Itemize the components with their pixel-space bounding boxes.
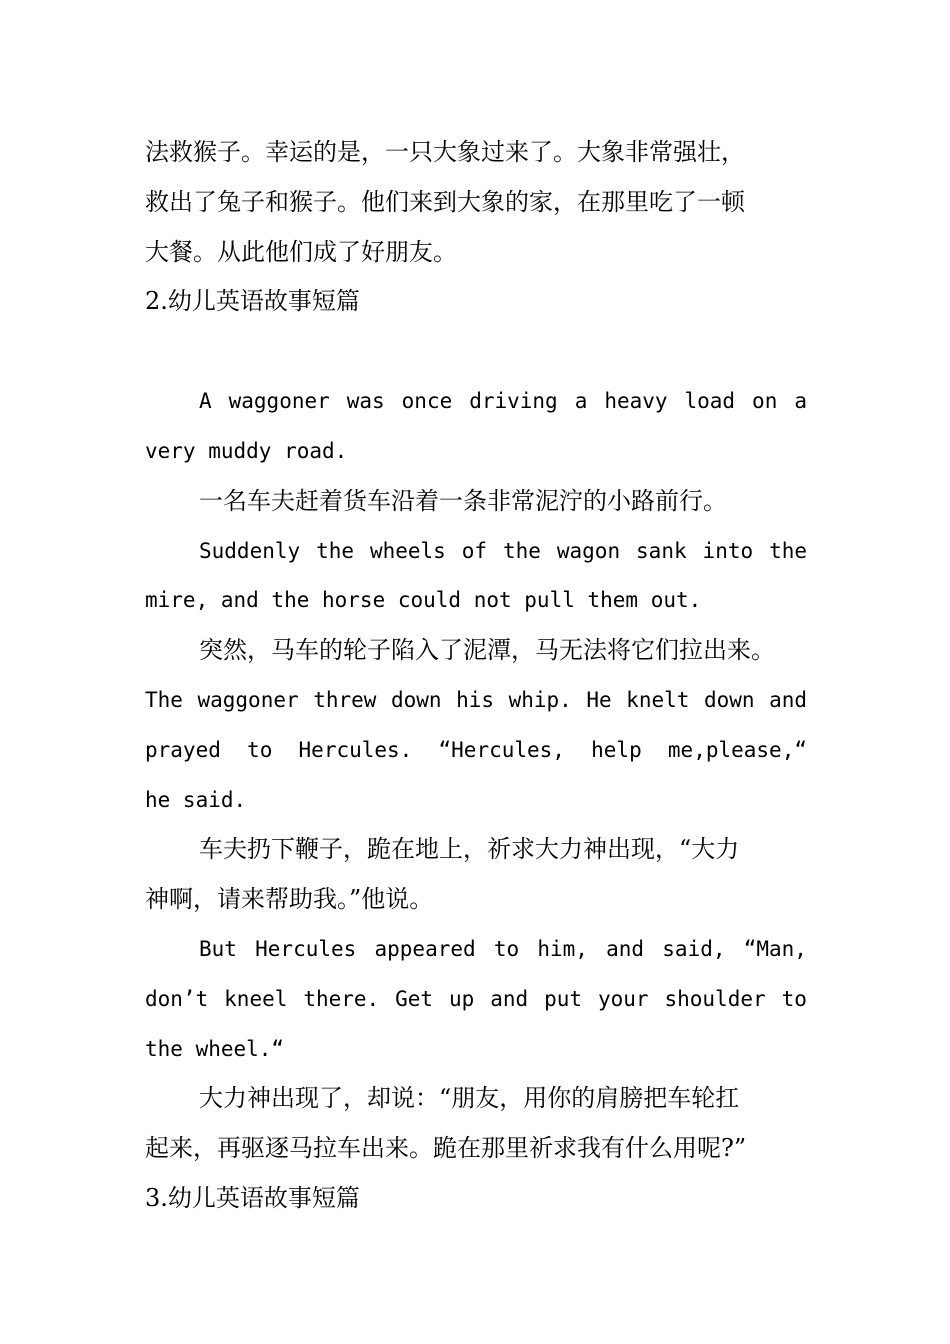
word: to [247, 737, 273, 762]
word: a [574, 389, 588, 414]
word: But [199, 936, 237, 961]
word: “Hercules, [438, 737, 565, 762]
word: of [461, 538, 488, 563]
en-paragraph-3-line-2 [145, 726, 807, 776]
word: down [703, 687, 755, 712]
word: waggoner [228, 389, 330, 414]
word: “Man, [743, 936, 807, 961]
en-paragraph-3-line-1 [145, 676, 807, 726]
word: to [493, 936, 520, 961]
word: load [684, 389, 736, 414]
word: appeared [374, 936, 476, 961]
word: The [145, 687, 183, 712]
en-paragraph-2-line-2: mire, and the horse could not pull them out. [145, 588, 702, 613]
word: the [503, 538, 541, 563]
zh-paragraph-4-line-1: 大力神出现了，却说：“朋友，用你的肩膀把车轮扛 [199, 1084, 740, 1113]
word: Suddenly [199, 538, 301, 563]
word: was [346, 389, 385, 414]
word: the [316, 538, 355, 563]
word: put [544, 986, 583, 1011]
word: threw [313, 687, 377, 712]
word: down [390, 687, 442, 712]
word: knelt [626, 687, 690, 712]
en-paragraph-2-line-1 [145, 527, 807, 577]
zh-paragraph-3-line-1: 车夫扔下鞭子，跪在地上，祈求大力神出现，“大力 [199, 835, 740, 864]
word: kneel [224, 986, 288, 1011]
en-paragraph-1-line-1 [145, 377, 807, 427]
section-heading-2: 2.幼儿英语故事短篇 [145, 287, 360, 316]
word: heavy [604, 389, 668, 414]
blank-line [145, 327, 807, 377]
en-paragraph-3-line-3: he said. [145, 787, 247, 812]
word: the [769, 538, 807, 563]
word: a [794, 389, 807, 414]
en-paragraph-4-line-1 [145, 925, 807, 975]
section-heading-3: 3.幼儿英语故事短篇 [145, 1183, 360, 1212]
word: on [752, 389, 778, 414]
word: wagon [556, 538, 621, 563]
word: wheels [369, 538, 446, 563]
zh-paragraph-1: 一名车夫赶着货车沿着一条非常泥泞的小路前行。 [199, 486, 727, 515]
word: up [448, 986, 475, 1011]
word: waggoner [197, 687, 299, 712]
story1-line-3: 大餐。从此他们成了好朋友。 [145, 237, 457, 266]
word: and [606, 936, 645, 961]
zh-paragraph-3-line-2: 神啊，请来帮助我。”他说。 [145, 885, 434, 914]
zh-paragraph-2: 突然，马车的轮子陷入了泥潭，马无法将它们拉出来。 [199, 636, 775, 665]
word: Hercules. [298, 737, 413, 762]
word: me,please,“ [667, 737, 807, 762]
word: and [769, 687, 807, 712]
word: him, [537, 936, 588, 961]
word: to [781, 986, 807, 1011]
word: don’t [145, 986, 209, 1011]
word: help [591, 737, 642, 762]
word: his [456, 687, 495, 712]
word: once [401, 389, 453, 414]
word: Hercules [255, 936, 357, 961]
word: Get [395, 986, 434, 1011]
en-paragraph-4-line-2 [145, 975, 807, 1025]
word: your [597, 986, 649, 1011]
word: there. [303, 986, 380, 1011]
word: driving [469, 389, 558, 414]
document-page [145, 128, 807, 1224]
en-paragraph-1-line-2: very muddy road. [145, 438, 348, 463]
story1-line-1: 法救猴子。幸运的是，一只大象过来了。大象非常强壮， [145, 138, 745, 166]
word: He [586, 687, 612, 712]
zh-paragraph-4-line-2: 起来，再驱逐马拉车出来。跪在那里祈求我有什么用呢?” [145, 1134, 747, 1163]
word: sank [636, 538, 687, 563]
story1-line-2: 救出了兔子和猴子。他们来到大象的家，在那里吃了一顿 [145, 187, 745, 216]
word: into [702, 538, 754, 563]
word: whip. [508, 687, 572, 712]
word: A [199, 389, 212, 414]
word: said, [662, 936, 726, 961]
word: prayed [145, 737, 221, 762]
en-paragraph-4-line-3: the wheel.“ [145, 1036, 285, 1061]
word: and [490, 986, 529, 1011]
word: shoulder [664, 986, 766, 1011]
